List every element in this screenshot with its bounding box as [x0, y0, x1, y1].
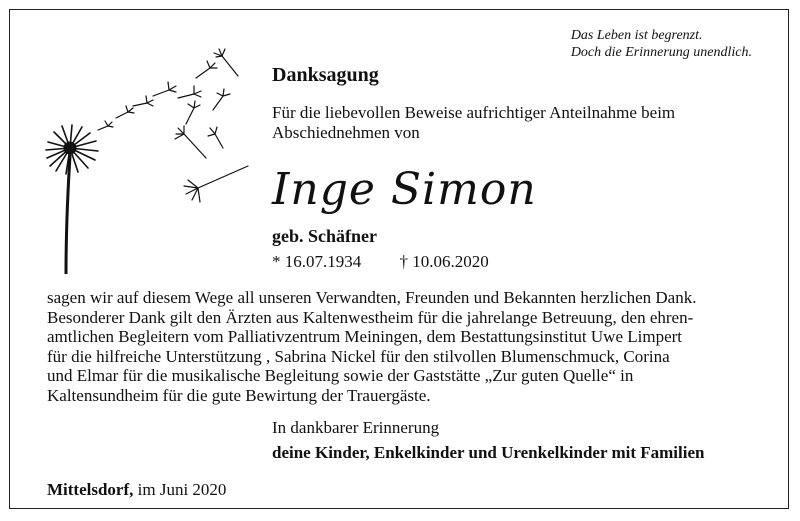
place-town: Mittelsdorf, — [47, 480, 134, 499]
motto — [571, 27, 752, 61]
thanks-line: Kaltensundheim für die gute Bewirtung der Trauergäste. — [47, 385, 431, 405]
place-date: im Juni 2020 — [137, 480, 227, 499]
thanks-line: Besonderer Dank gilt den Ärzten aus Kaltenwestheim für die jahrelange Betreuung, den ehren- — [47, 307, 694, 327]
motto-line: Doch die Erinnerung unendlich. — [570, 45, 752, 60]
intro-text — [272, 103, 772, 143]
closing-phrase: In dankbarer Erinnerung — [272, 418, 440, 437]
intro-line: Abschiednehmen von — [272, 123, 420, 142]
thanks-line: sagen wir auf diesem Wege all unseren Verwandten, Freunden und Bekannten herzlichen Dank. — [47, 288, 697, 307]
heading: Danksagung — [272, 64, 379, 86]
deceased-name: Inge Simon — [272, 164, 537, 215]
signers: deine Kinder, Enkelkinder und Urenkelkinder mit Familien — [272, 443, 705, 462]
death-date: † 10.06.2020 — [399, 252, 489, 271]
maiden-name: geb. Schäfner — [272, 226, 377, 246]
birth-date: * 16.07.1934 — [272, 252, 362, 271]
thanks-text — [47, 288, 757, 405]
intro-line: Für die liebevollen Beweise aufrichtiger Anteilnahme beim — [272, 103, 676, 122]
place-and-date — [47, 480, 226, 500]
life-dates — [272, 252, 489, 272]
thanks-line: für die hilfreiche Unterstützung , Sabrina Nickel für den stilvollen Blumenschmuck, Corina — [47, 346, 670, 366]
motto-line: Das Leben ist begrenzt. — [570, 28, 703, 43]
thanks-line: amtlichen Begleitern vom Palliativzentrum Meiningen, dem Bestattungsinstitut Uwe Limpert — [47, 327, 683, 346]
thanks-line: und Elmar für die musikalische Begleitung sowie der Gaststätte „Zur guten Quelle“ in — [47, 366, 634, 385]
dandelion-icon — [38, 38, 253, 274]
